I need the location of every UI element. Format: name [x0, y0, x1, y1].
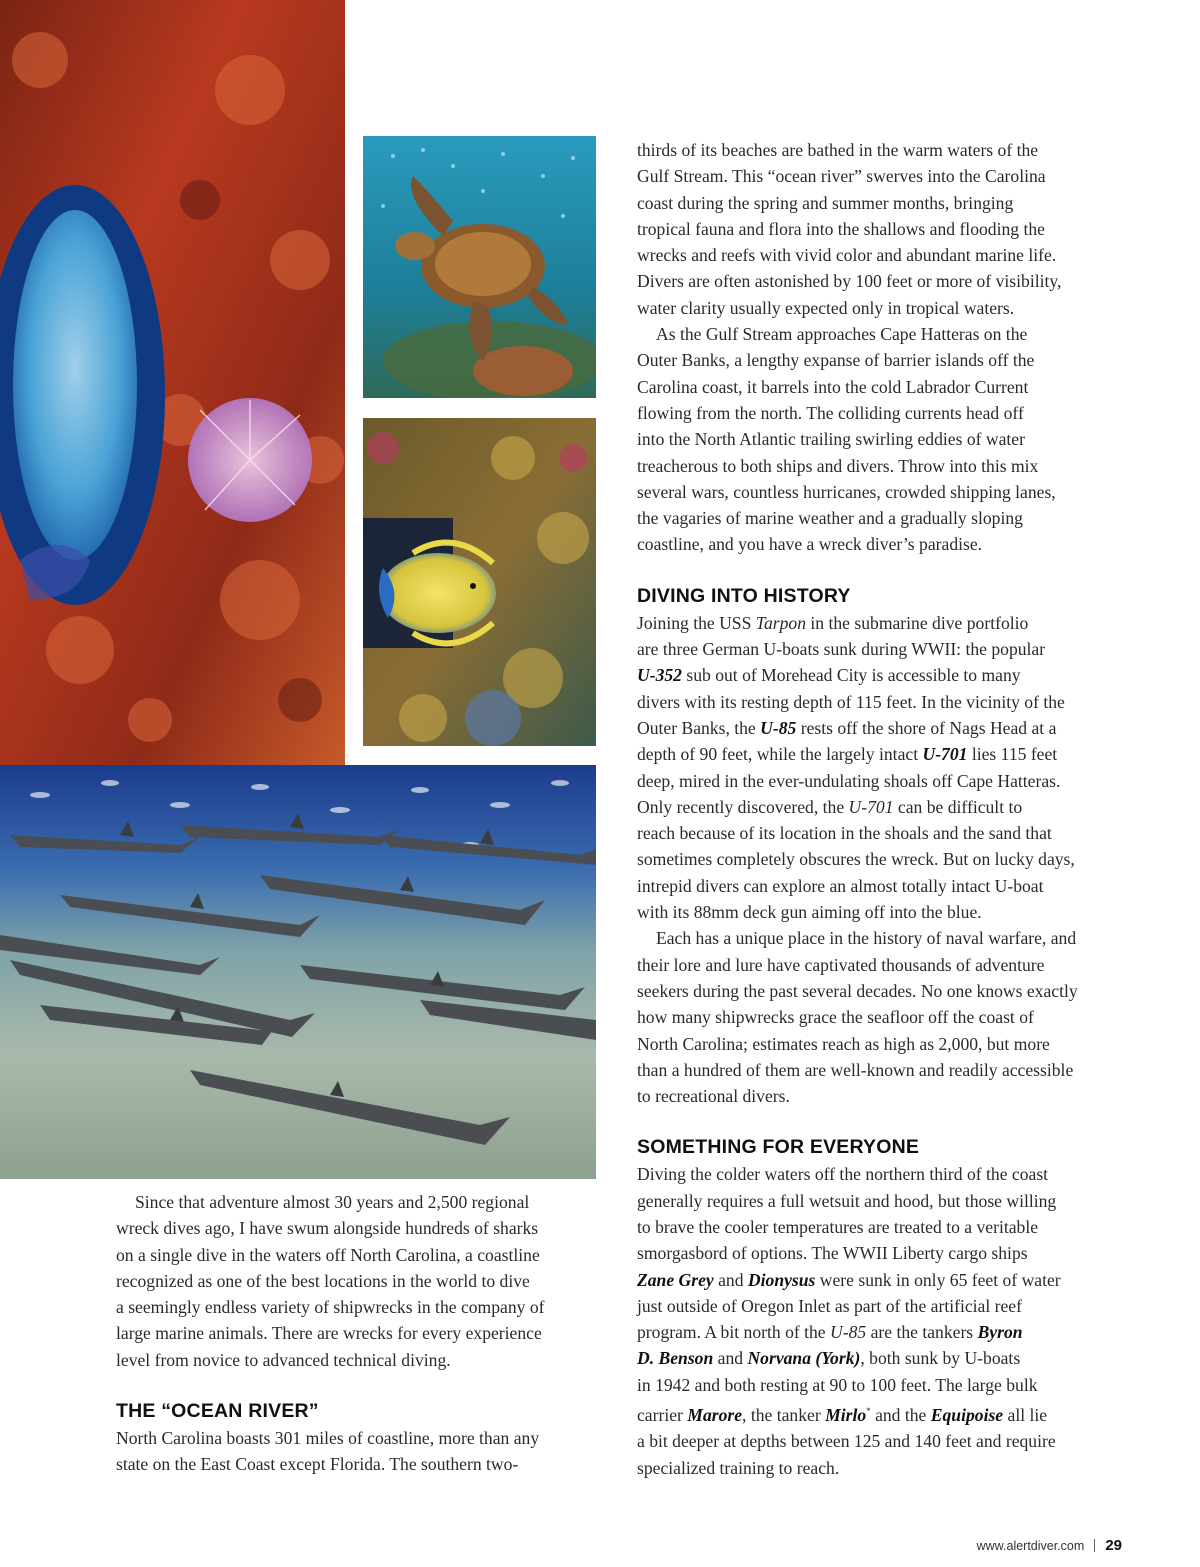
paragraph-gulf-stream: thirds of its beaches are bathed in the warm waters of the Gulf Stream. This “ocean river” swerves into the Carolina coast during the spring and summer months, bringing tropical fauna and flora into the shallows and flooding the wrecks and reefs with vivid color and abundant marine life. Divers are often astonished by 100 feet or more of visibility, water clarity usually expected only in tropical waters.: [637, 140, 1062, 318]
footer-divider: [1094, 1539, 1095, 1552]
paragraph-u-boats: Joining the USS Tarpon in the submarine dive portfolio are three German U-boats sunk during WWII: the popular U-352 sub out of Morehead City is accessible to many divers with its resting depth of 115 feet. In the vicinity of the Outer Banks, the U-85 rests off the shore of Nags Head at a depth of 90 feet, while the largely intact U-701 lies 115 feet deep, mired in the ever-undulating shoals off Cape Hatteras. Only recently discovered, the U-701 can be difficult to reach because of its location in the shoals and the sand that sometimes completely obscures the wreck. But on lucky days, intrepid divers can explore an almost totally intact U-boat with its 88mm deck gun aiming off into the blue.: [637, 612, 1075, 923]
ship-name-dionysus: Dionysus: [747, 1269, 816, 1290]
ship-name-norvana: Norvana (York): [747, 1348, 861, 1369]
ship-name-u85-ref: U-85: [830, 1322, 867, 1343]
ship-name-tarpon: Tarpon: [755, 612, 806, 633]
ship-name-byron-benson: Byron D. Benson: [637, 1322, 1023, 1369]
ship-name-u701: U-701: [922, 744, 968, 765]
paragraph-coastline: North Carolina boasts 301 miles of coastline, more than any state on the East Coast except Florida. The southern two-: [116, 1428, 540, 1475]
ship-name-marore: Marore: [687, 1404, 743, 1425]
heading-diving-into-history: DIVING INTO HISTORY: [637, 584, 851, 607]
photo-coral-wreck-hole: [0, 0, 345, 765]
footer-url-link[interactable]: www.alertdiver.com: [976, 1538, 1085, 1553]
paragraph-colder-waters: Diving the colder waters off the northern third of the coast generally requires a full wetsuit and hood, but those willing to brave the cooler temperatures are treated to a veritable smorgasbord of options. The WWII Liberty cargo ships Zane Grey and Dionysus were sunk in only 65 feet of water just outside of Oregon Inlet as part of the artificial reef program. A bit north of the U-85 are the tankers Byron D. Benson and Norvana (York), both sunk by U-boats in 1942 and both resting at 90 to 100 feet. The large bulk carrier Marore, the tanker Mirlo* and the Equipoise all lie a bit deeper at depths between 125 and 140 feet and require specialized training to reach.: [637, 1164, 1061, 1478]
photo-angelfish: [363, 418, 596, 746]
ship-name-u85: U-85: [760, 717, 797, 738]
ship-name-mirlo: Mirlo: [825, 1404, 867, 1425]
page-footer: [977, 1537, 1122, 1554]
right-text-column: [637, 137, 1127, 1481]
photo-sand-tiger-sharks: [0, 765, 596, 1179]
ship-name-u352: U-352: [637, 665, 682, 686]
left-text-column: [116, 1189, 596, 1478]
ship-name-zane-grey: Zane Grey: [637, 1269, 714, 1290]
ship-name-equipoise: Equipoise: [930, 1404, 1004, 1425]
page-number: 29: [1105, 1537, 1122, 1554]
paragraph-cape-hatteras: As the Gulf Stream approaches Cape Hatteras on the Outer Banks, a lengthy expanse of barrier islands off the Carolina coast, it barrels into the cold Labrador Current flowing from the north. The colliding currents head off into the North Atlantic trailing swirling eddies of water treacherous to both ships and divers. Throw into this mix several wars, countless hurricanes, crowded shipping lanes, the vagaries of marine weather and a gradually sloping coastline, and you have a wreck diver’s paradise.: [637, 324, 1056, 555]
footnote-marker: *: [866, 1406, 871, 1417]
photo-sea-turtle: [363, 136, 596, 398]
heading-something-for-everyone: SOMETHING FOR EVERYONE: [637, 1136, 920, 1159]
ship-name-u701-ref: U-701: [848, 796, 894, 817]
paragraph-adventure: Since that adventure almost 30 years and 2,500 regional wreck dives ago, I have swum alongside hundreds of sharks on a single dive in the waters off North Carolina, a coastline recognized as one of the best locations in the world to dive a seemingly endless variety of shipwrecks in the company of large marine animals. There are wrecks for every experience level from novice to advanced technical diving.: [116, 1192, 545, 1370]
heading-ocean-river: THE “OCEAN RIVER”: [116, 1400, 319, 1423]
paragraph-lore: Each has a unique place in the history of naval warfare, and their lore and lure have captivated thousands of adventure seekers during the past several decades. No one knows exactly how many shipwrecks grace the seafloor off the coast of North Carolina; estimates reach as high as 2,000, but more than a hundred of them are well-known and readily accessible to recreational divers.: [637, 928, 1078, 1107]
